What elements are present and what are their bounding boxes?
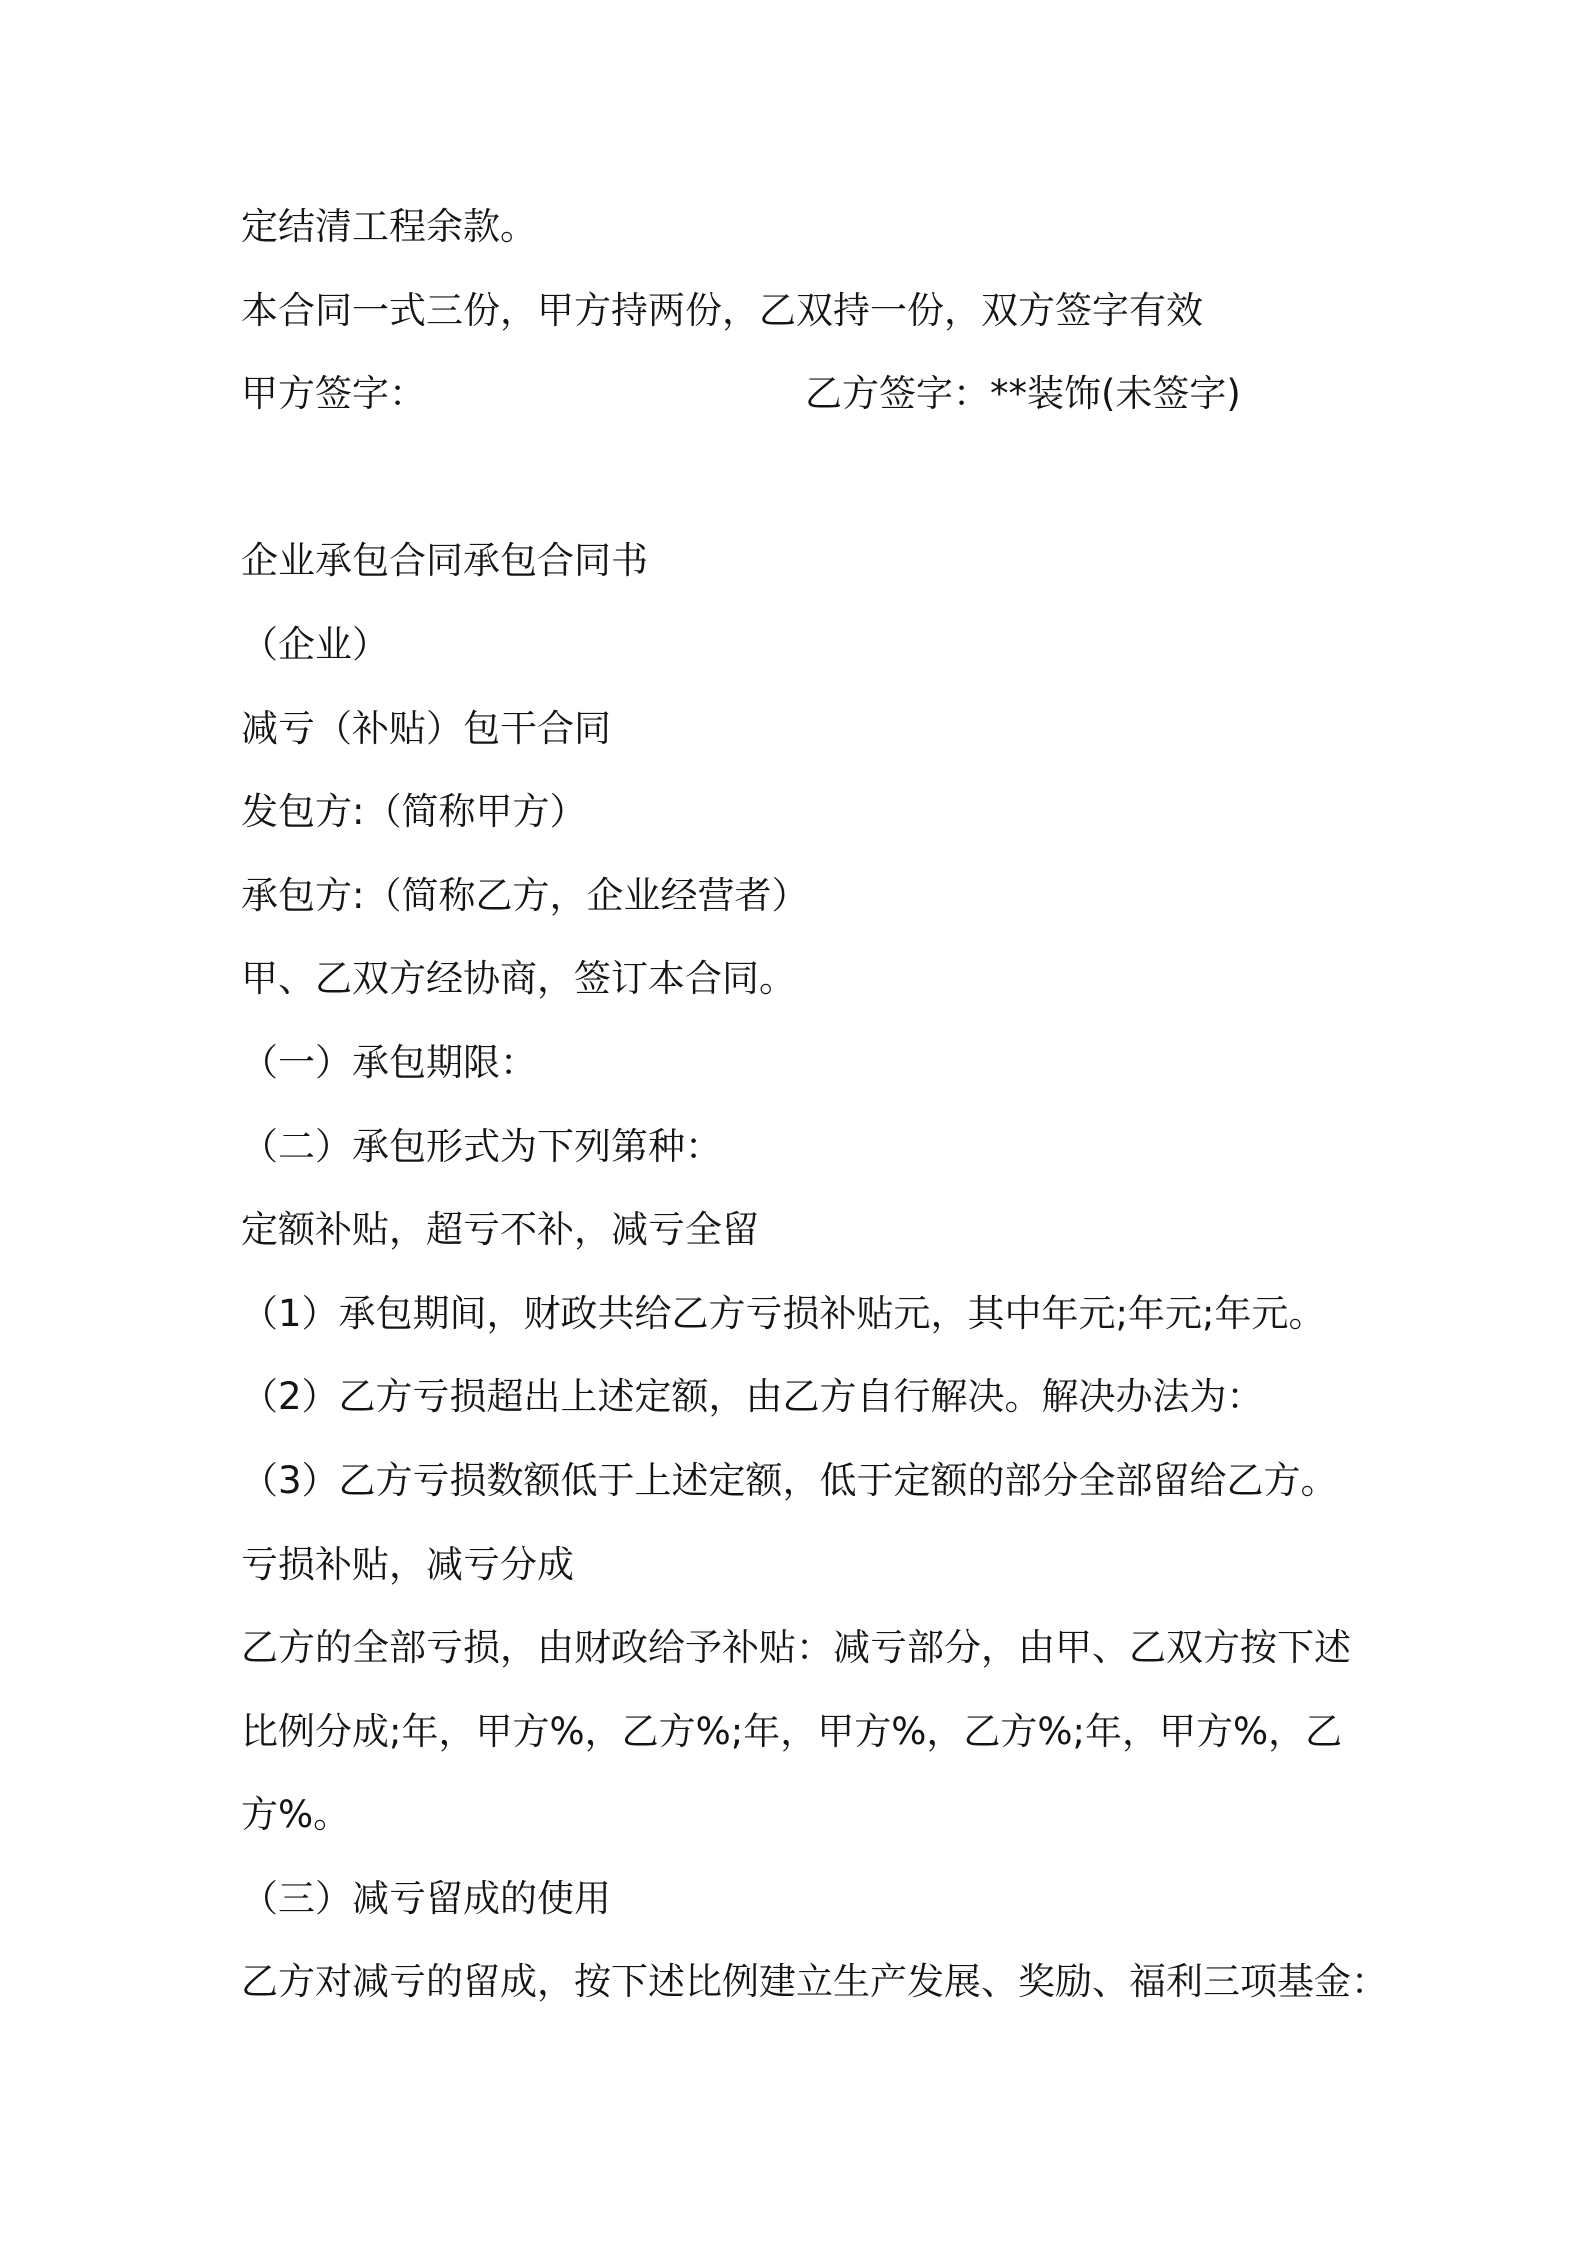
contractor-party: 承包方:（简称乙方，企业经营者） bbox=[241, 873, 809, 917]
preamble: 甲、乙双方经协商，签订本合同。 bbox=[241, 957, 796, 1001]
option-a-item: （2）乙方亏损超出上述定额，由乙方自行解决。解决办法为： bbox=[241, 1375, 1264, 1419]
issuer-party: 发包方:（简称甲方） bbox=[241, 790, 587, 834]
closing-clause: 定结清工程余款。 bbox=[241, 205, 537, 248]
party-a-signature: 甲方签字： bbox=[241, 372, 426, 416]
option-b-paragraph-line: 方%。 bbox=[241, 1793, 351, 1837]
party-b-signature: 乙方签字：**装饰(未签字) bbox=[805, 372, 1241, 416]
option-a-item: （3）乙方亏损数额低于上述定额，低于定额的部分全部留给乙方。 bbox=[241, 1458, 1338, 1502]
section-3-text: 乙方对减亏的留成，按下述比例建立生产发展、奖励、福利三项基金： bbox=[241, 1960, 1388, 2004]
contract-type: 减亏（补贴）包干合同 bbox=[241, 706, 611, 750]
option-a-item: （1）承包期间，财政共给乙方亏损补贴元，其中年元;年元;年元。 bbox=[241, 1291, 1326, 1335]
option-b-paragraph-line: 乙方的全部亏损，由财政给予补贴：减亏部分，由甲、乙双方按下述 bbox=[241, 1626, 1351, 1670]
section-2-heading: （二）承包形式为下列第种： bbox=[241, 1124, 722, 1168]
contract-title: 企业承包合同承包合同书 bbox=[241, 539, 648, 583]
option-b-title: 亏损补贴，减亏分成 bbox=[241, 1542, 574, 1586]
blank-spacer bbox=[241, 436, 1586, 520]
copies-clause: 本合同一式三份，甲方持两份，乙双持一份，双方签字有效 bbox=[241, 288, 1203, 332]
section-1-heading: （一）承包期限： bbox=[241, 1040, 537, 1084]
section-3-heading: （三）减亏留成的使用 bbox=[241, 1876, 611, 1920]
signature-line bbox=[241, 352, 1586, 436]
option-a-title: 定额补贴，超亏不补，减亏全留 bbox=[241, 1208, 759, 1252]
option-b-paragraph-line: 比例分成;年，甲方%，乙方%;年，甲方%，乙方%;年，甲方%，乙 bbox=[241, 1709, 1343, 1753]
contract-subtitle: （企业） bbox=[241, 622, 389, 666]
